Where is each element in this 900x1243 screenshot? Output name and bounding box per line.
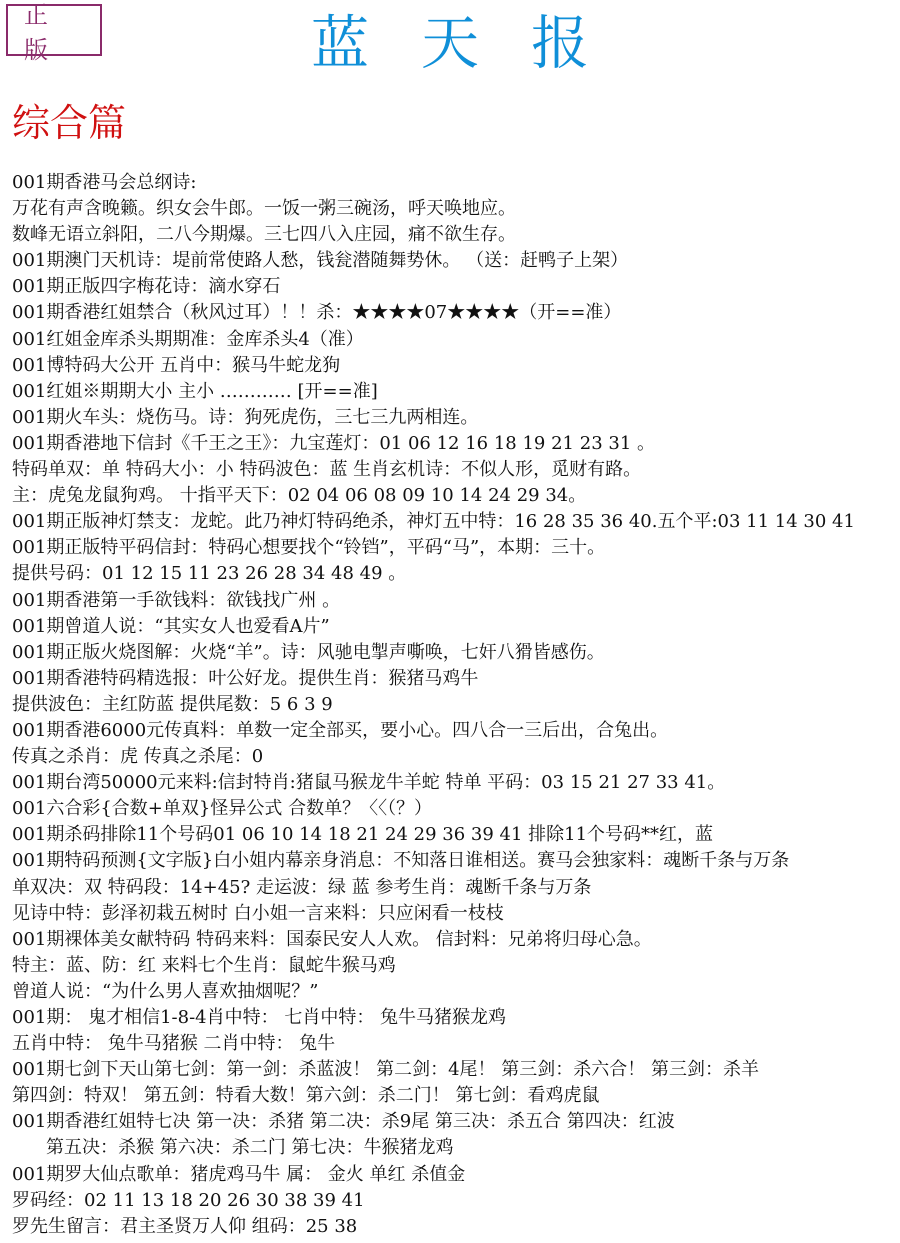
- text-line: 001六合彩{合数+单双}怪异公式 合数单？〈〈（？）: [12, 798, 433, 820]
- text-line: 001期正版神灯禁支：龙蛇。此乃神灯特码绝杀，神灯五中特：16 28 35 36 40.五个平:03 11 14 30 41: [12, 511, 855, 533]
- text-line: 001期火车头：烧伤马。诗：狗死虎伤，三七三九两相连。: [12, 406, 479, 428]
- text-line: 罗先生留言：君主圣贤万人仰 组码：25 38: [12, 1215, 358, 1237]
- text-line: 001期： 鬼才相信1-8-4肖中特： 七肖中特： 兔牛马猪猴龙鸡: [12, 1007, 507, 1028]
- text-line: 001红姐※期期大小 主小 ………… [开==准]: [12, 380, 378, 402]
- text-line: 第四剑：特双！ 第五剑：特看大数！第六剑：杀二门！ 第七剑：看鸡虎鼠: [12, 1085, 600, 1107]
- text-line: 001期台湾50000元来料:信封特肖:猪鼠马猴龙牛羊蛇 特单 平码：03 15 21 27 33 41。: [12, 772, 726, 794]
- text-line: 001红姐金库杀头期期准：金库杀头4（准）: [12, 328, 364, 350]
- text-line: 001期正版四字梅花诗：滴水穿石: [12, 276, 281, 298]
- text-line: 罗码经：02 11 13 18 20 26 30 38 39 41: [12, 1189, 365, 1211]
- text-line: 001期香港红姐特七决 第一决：杀猪 第二决：杀9尾 第三决：杀五合 第四决：红波: [12, 1111, 675, 1133]
- text-line: 001博特码大公开 五肖中：猴马牛蛇龙狗: [12, 354, 341, 376]
- text-line: 特码单双：单 特码大小：小 特码波色：蓝 生肖玄机诗：不似人形，觅财有路。: [12, 459, 642, 481]
- text-line: 五肖中特： 兔牛马猪猴 二肖中特： 兔牛: [12, 1033, 336, 1055]
- text-line: 001期香港6000元传真料：单数一定全部买，要小心。四八合一三后出，合兔出。: [12, 719, 669, 741]
- text-line: 001期罗大仙点歌单：猪虎鸡马牛 属： 金火 单红 杀值金: [12, 1163, 466, 1185]
- text-line: 单双决：双 特码段：14+45? 走运波：绿 蓝 参考生肖：魂断千条与万条: [12, 876, 592, 898]
- text-line: 001期曾道人说：“其实女人也爱看A片”: [12, 615, 330, 637]
- article-body: [12, 170, 898, 1240]
- text-line: 001期裸体美女献特码 特码来料：国泰民安人人欢。 信封料：兄弟将归母心急。: [12, 928, 652, 950]
- text-line: 001期特码预测{文字版}白小姐内幕亲身消息：不知落日谁相送。赛马会独家料：魂断千条与万条: [12, 850, 790, 872]
- text-line: 001期澳门天机诗：堤前常使路人愁，钱瓮潜随舞势休。 （送：赶鸭子上架）: [12, 250, 629, 272]
- text-line: 001期杀码排除11个号码01 06 10 14 18 21 24 29 36 39 41 排除11个号码**红，蓝: [12, 824, 714, 846]
- text-line: 曾道人说：“为什么男人喜欢抽烟呢？”: [12, 980, 319, 1002]
- text-line: 主：虎兔龙鼠狗鸡。 十指平天下：02 04 06 08 09 10 14 24 29 34。: [12, 485, 587, 507]
- text-line: 001期正版特平码信封：特码心想要找个“铃铛”，平码“马”，本期：三十。: [12, 537, 606, 559]
- text-line: 数峰无语立斜阳，二八今期爆。三七四八入庄园，痛不欲生存。: [12, 224, 516, 246]
- text-line: 提供号码：01 12 15 11 23 26 28 34 48 49 。: [12, 563, 407, 585]
- section-title: 综合篇: [12, 101, 127, 145]
- text-line: 传真之杀肖：虎 传真之杀尾：0: [12, 746, 264, 768]
- masthead-title: 蓝天报: [310, 9, 641, 77]
- text-line: 001期正版火烧图解：火烧“羊”。诗：风驰电掣声嘶唤，七奸八猾皆感伤。: [12, 641, 605, 663]
- text-line: 见诗中特：彭泽初栽五树时 白小姐一言来料：只应闲看一枝枝: [12, 902, 504, 924]
- text-line: 万花有声含晚籁。织女会牛郎。一饭一粥三碗汤，呼天唤地应。: [12, 198, 516, 220]
- zhengban-badge: 正 版: [6, 4, 102, 56]
- text-line: 001期香港红姐禁合（秋风过耳）！！杀：★★★★07★★★★（开==准）: [12, 302, 622, 324]
- text-line: 提供波色：主红防蓝 提供尾数：5 6 3 9: [12, 693, 333, 715]
- text-line: 001期香港第一手欲钱料：欲钱找广州 。: [12, 589, 341, 611]
- text-line: 001期香港地下信封《千王之王》：九宝莲灯：01 06 12 16 18 19 21 23 31 。: [12, 432, 655, 454]
- text-line: 第五决：杀猴 第六决：杀二门 第七决：牛猴猪龙鸡: [46, 1137, 454, 1159]
- text-line: 001期香港马会总纲诗:: [12, 172, 197, 193]
- text-line: 001期香港特码精选报：叶公好龙。提供生肖：猴猪马鸡牛: [12, 667, 479, 689]
- text-line: 001期七剑下天山第七剑：第一剑：杀蓝波！ 第二剑：4尾！ 第三剑：杀六合！ 第三剑：杀羊: [12, 1059, 759, 1081]
- text-line: 特主：蓝、防：红 来料七个生肖：鼠蛇牛猴马鸡: [12, 954, 396, 976]
